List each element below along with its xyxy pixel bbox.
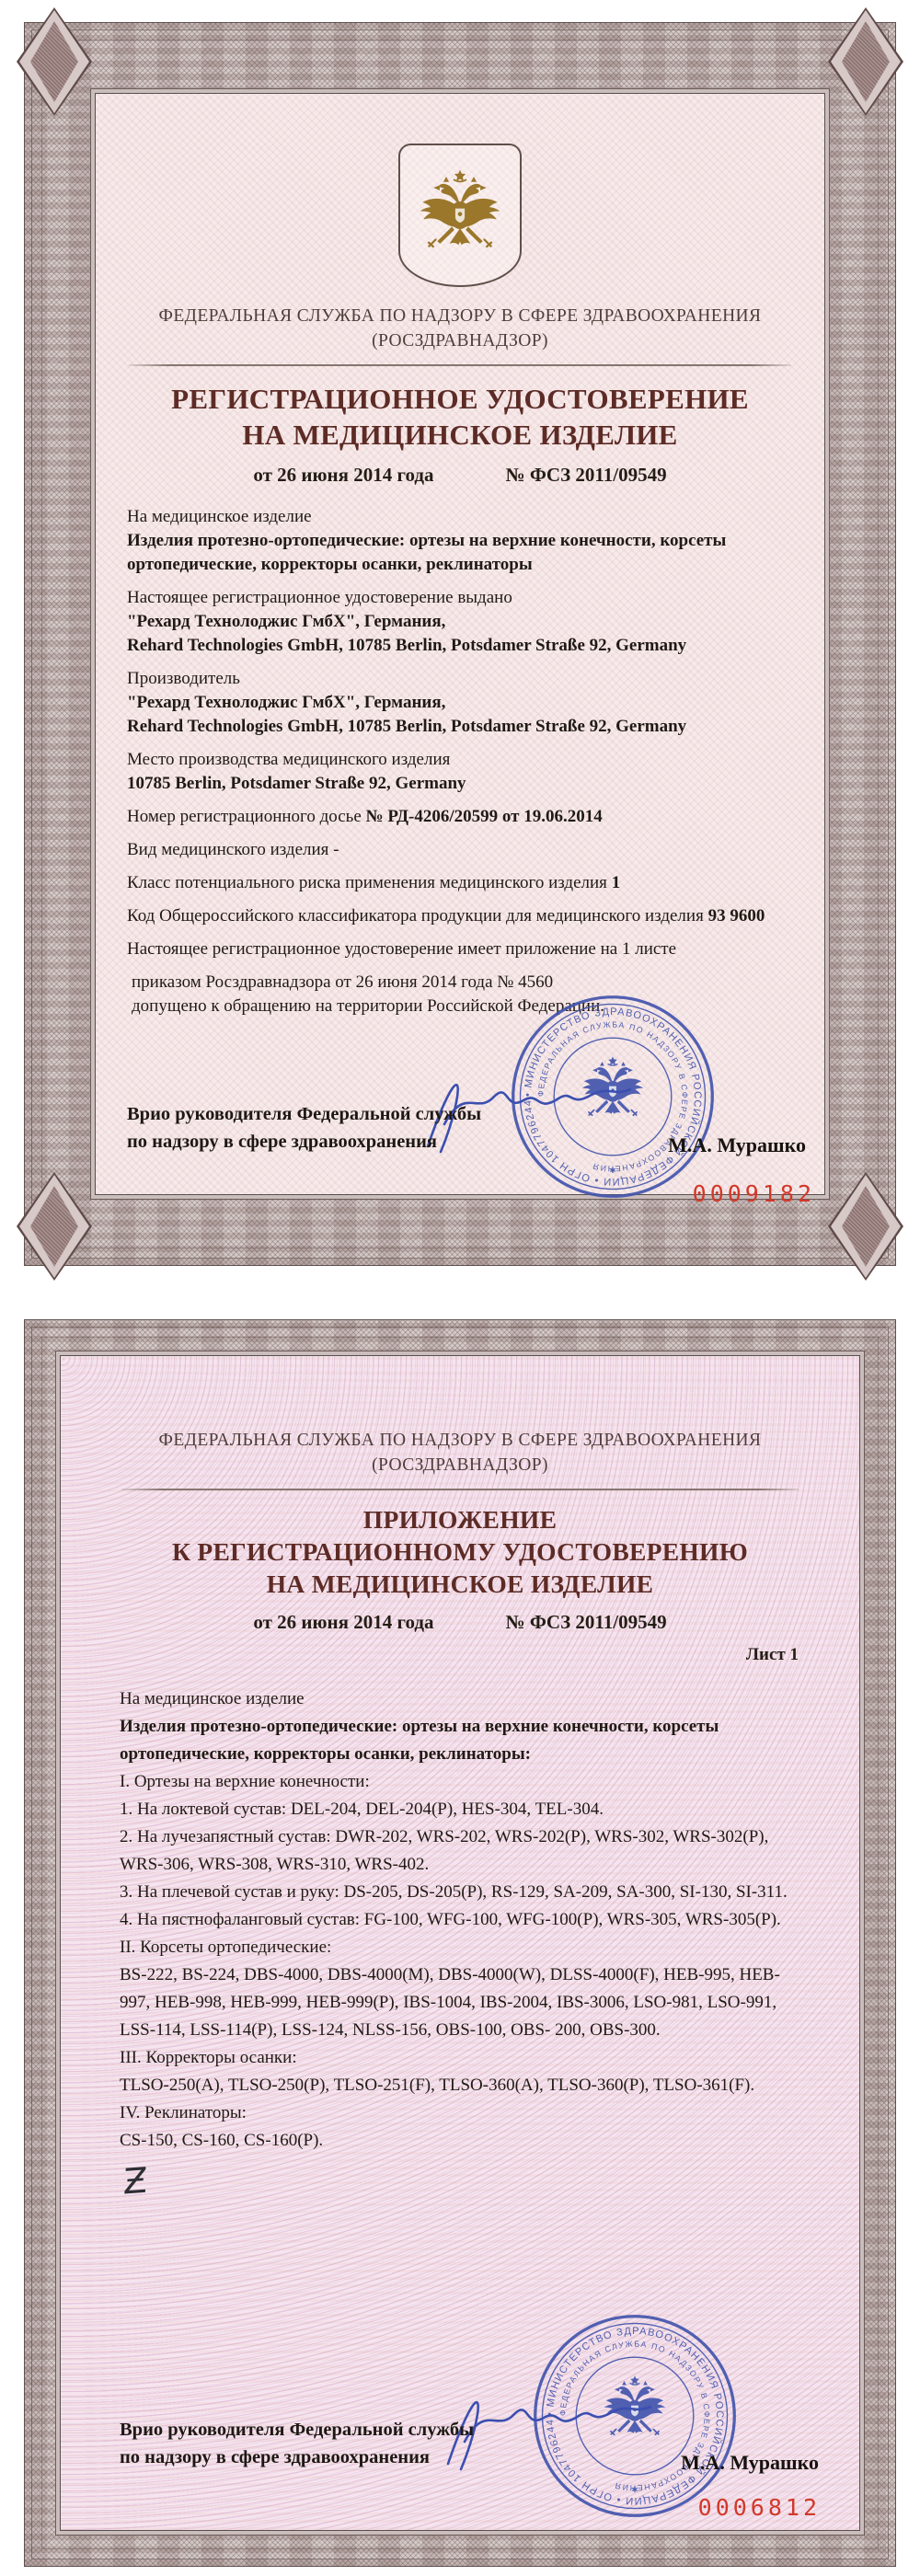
russian-coat-of-arms-icon [411,162,509,269]
list-item: III. Корректоры осанки: [120,2048,297,2067]
manufacturer-en: Rehard Technologies GmbH, 10785 Berlin, Potsdamer Straße 92, Germany [127,717,687,736]
agency-line1: ФЕДЕРАЛЬНАЯ СЛУЖБА ПО НАДЗОРУ В СФЕРЕ ЗДРАВООХРАНЕНИЯ [158,306,762,326]
appendix-body [120,1685,800,2155]
signer-name: М.А. Мурашко [681,2451,819,2474]
signer-title [120,2416,474,2471]
title-line2: К РЕГИСТРАЦИОННОМУ УДОСТОВЕРЕНИЮ [172,1537,748,1566]
order-line2: допущено к обращению на территории Российской Федерации. [132,996,605,1016]
agency-line2: (РОСЗДРАВНАДЗОР) [372,1455,548,1475]
appendix-paper [61,1356,859,2530]
manufacturer-label: Производитель [127,669,240,688]
dossier-label: Номер регистрационного досье [127,807,366,826]
holder-en: Rehard Technologies GmbH, 10785 Berlin, Potsdamer Straße 92, Germany [127,636,687,655]
place-label: Место производства медицинского изделия [127,750,451,769]
appendix-sheet [24,1319,896,2567]
registration-certificate-sheet [24,22,896,1266]
coat-of-arms-frame [398,144,522,287]
title-line2: НА МЕДИЦИНСКОЕ ИЗДЕЛИЕ [242,419,678,451]
device-label: На медицинское изделие [127,507,312,526]
list-item: IV. Реклинаторы: [120,2103,247,2122]
appendix-date: от 26 июня 2014 года [253,1611,434,1633]
agency-header [120,1428,800,1478]
manufacturer-ru: "Рехард Технолоджис ГмбХ", Германия, [127,693,446,712]
okp-line [127,904,793,928]
certificate-serial-number: 0009182 [692,1180,815,1207]
annex-note: Настоящее регистрационное удостоверение имеет приложение на 1 листе [127,939,677,959]
holder-ru: "Рехард Технолоджис ГмбХ", Германия, [127,612,446,631]
okp-label: Код Общероссийского классификатора продукции для медицинского изделия [127,906,708,926]
dossier-value: № РД-4206/20599 от 19.06.2014 [365,807,603,826]
signer-title-line1: Врио руководителя Федеральной службы [120,2420,475,2440]
appendix-serial-number: 0006812 [697,2494,821,2521]
certificate-paper [96,94,824,1207]
divider [121,1489,799,1490]
risk-value: 1 [611,873,621,892]
title-line1: ПРИЛОЖЕНИЕ [362,1505,558,1534]
list-item: 4. На пястнофаланговый сустав: FG-100, WFG-100, WFG-100(P), WRS-305, WRS-305(P). [120,1910,781,1929]
device-label: На медицинское изделие [120,1689,305,1708]
certificate-number: № ФСЗ 2011/09549 [505,464,667,486]
list-item: 3. На плечевой сустав и руку: DS-205, DS-205(P), RS-129, SA-209, SA-300, SI-130, SI-311. [120,1882,788,1902]
signer-title-line1: Врио руководителя Федеральной службы [127,1104,482,1124]
list-item: TLSO-250(A), TLSO-250(P), TLSO-251(F), TLSO-360(A), TLSO-360(P), TLSO-361(F). [120,2076,755,2095]
certificate-title [127,381,793,453]
title-line3: НА МЕДИЦИНСКОЕ ИЗДЕЛИЕ [266,1570,654,1598]
signer-title-line2: по надзору в сфере здравоохранения [120,2447,431,2467]
signer-title-line2: по надзору в сфере здравоохранения [127,1132,438,1152]
list-item: BS-222, BS-224, DBS-4000, DBS-4000(M), DBS-4000(W), DLSS-4000(F), HEB-995, HEB-997, HEB-998, HEB-999, HEB-999(P), IBS-1004, IBS-2004, IBS-3006, LSO-981, LSO-991, LSS-114, LSS-114(P), LSS-124, NLSS-156, OBS-100, OBS- 200, OBS-300. [120,1965,780,2040]
agency-line1: ФЕДЕРАЛЬНАЯ СЛУЖБА ПО НАДЗОРУ В СФЕРЕ ЗДРАВООХРАНЕНИЯ [158,1431,762,1450]
agency-line2: (РОСЗДРАВНАДЗОР) [372,331,548,351]
certificate-date: от 26 июня 2014 года [253,464,434,486]
risk-line [127,871,793,895]
date-number-line [120,1611,800,1634]
divider [129,364,791,366]
order-line1: приказом Росздравнадзора от 26 июня 2014 года № 4560 [132,972,554,992]
list-item: CS-150, CS-160, CS-160(P). [120,2131,324,2150]
signature-block [96,969,824,1207]
place-value: 10785 Berlin, Potsdamer Straße 92, Germany [127,774,466,793]
appendix-number: № ФСЗ 2011/09549 [505,1611,667,1633]
list-item: II. Корсеты ортопедические: [120,1938,332,1957]
list-item: I. Ортезы на верхние конечности: [120,1772,370,1791]
risk-label: Класс потенциального риска применения медицинского изделия [127,873,612,892]
list-item: 1. На локтевой сустав: DEL-204, DEL-204(P), HES-304, TEL-304. [120,1800,604,1819]
device-name: Изделия протезно-ортопедические: ортезы на верхние конечности, корсеты ортопедические, корректоры осанки, реклинаторы [127,531,727,574]
dossier-line [127,805,793,829]
title-line1: РЕГИСТРАЦИОННОЕ УДОСТОВЕРЕНИЕ [171,383,749,415]
device-name: Изделия протезно-ортопедические: ортезы на верхние конечности, корсеты ортопедические, корректоры осанки, реклинаторы: [120,1717,719,1764]
handwritten-mark: Ƶ [122,2159,148,2202]
date-number-line [127,464,793,487]
signer-title [127,1100,481,1156]
appendix-title [120,1503,800,1600]
kind-line: Вид медицинского изделия - [127,840,339,859]
sheet-number: Лист 1 [745,1645,799,1664]
signature-block [61,2305,859,2530]
okp-value: 93 9600 [707,906,765,926]
issued-label: Настоящее регистрационное удостоверение выдано [127,588,512,607]
certificate-body [127,505,793,1018]
signer-name: М.А. Мурашко [668,1133,806,1156]
agency-header [127,304,793,353]
list-item: 2. На лучезапястный сустав: DWR-202, WRS-202, WRS-202(P), WRS-302, WRS-302(P), WRS-306, WRS-308, WRS-310, WRS-402. [120,1827,769,1874]
